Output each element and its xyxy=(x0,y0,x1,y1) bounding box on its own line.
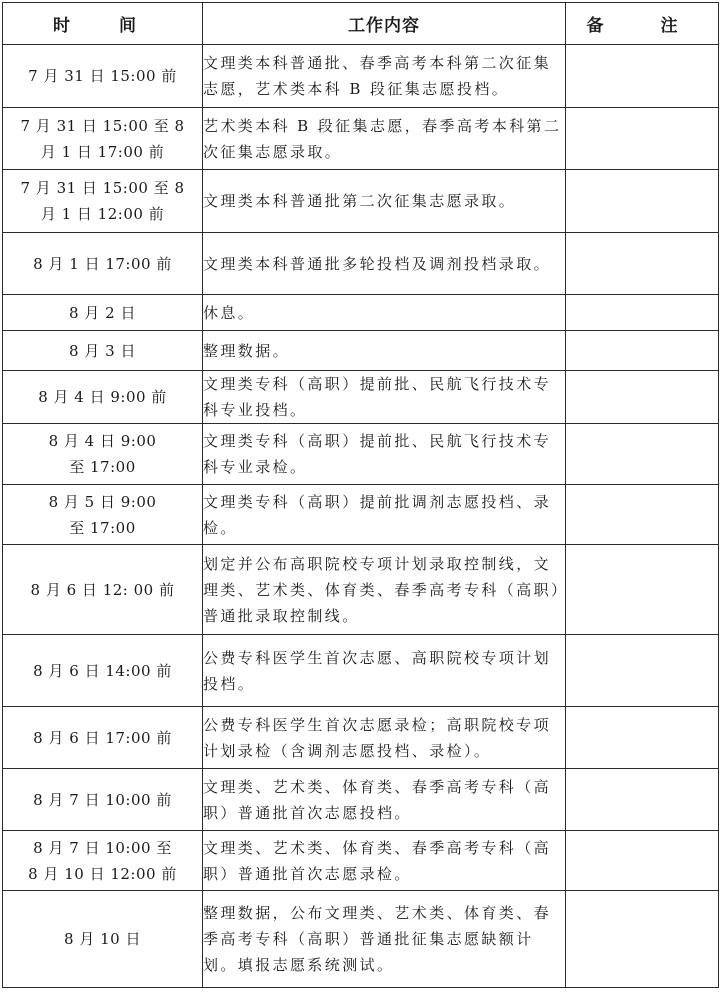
content-cell: 文理类本科普通批、春季高考本科第二次征集志愿，艺术类本科 B 段征集志愿投档。 xyxy=(203,45,566,108)
time-cell xyxy=(3,635,203,707)
content-cell: 公费专科医学生首次志愿、高职院校专项计划投档。 xyxy=(203,635,566,707)
note-cell xyxy=(566,371,719,424)
time-line: 7 月 31 日 15:00 至 8 xyxy=(20,179,185,197)
table-row xyxy=(3,233,719,295)
time-line: 8 月 4 日 9:00 xyxy=(48,432,157,450)
time-line: 8 月 10 日 12:00 前 xyxy=(28,864,177,883)
note-cell xyxy=(566,170,719,233)
content-cell: 文理类、艺术类、体育类、春季高考专科（高职）普通批首次志愿投档。 xyxy=(203,769,566,831)
time-line: 8 月 10 日 xyxy=(64,930,141,948)
time-line: 8 月 6 日 14:00 前 xyxy=(33,661,172,680)
note-cell xyxy=(566,545,719,635)
table-row xyxy=(3,108,719,170)
table-row xyxy=(3,707,719,769)
time-line: 7 月 31 日 15:00 前 xyxy=(28,67,177,85)
time-line: 8 月 6 日 17:00 前 xyxy=(33,728,172,747)
note-cell xyxy=(566,831,719,891)
time-cell xyxy=(3,424,203,485)
table-row xyxy=(3,891,719,988)
time-cell xyxy=(3,371,203,424)
table-row xyxy=(3,295,719,331)
time-line: 8 月 3 日 xyxy=(69,341,136,360)
table-row xyxy=(3,831,719,891)
note-cell xyxy=(566,485,719,545)
time-cell xyxy=(3,295,203,331)
table-row xyxy=(3,485,719,545)
content-cell: 艺术类本科 B 段征集志愿，春季高考本科第二次征集志愿录取。 xyxy=(203,108,566,170)
time-line: 7 月 31 日 15:00 至 8 xyxy=(20,116,185,135)
time-line: 8 月 6 日 12: 00 前 xyxy=(30,580,175,599)
time-cell xyxy=(3,891,203,988)
time-line: 8 月 7 日 10:00 前 xyxy=(33,790,172,809)
content-cell: 文理类本科普通批第二次征集志愿录取。 xyxy=(203,170,566,233)
note-cell xyxy=(566,108,719,170)
content-cell: 文理类专科（高职）提前批调剂志愿投档、录检。 xyxy=(203,485,566,545)
time-cell xyxy=(3,45,203,108)
table-row xyxy=(3,545,719,635)
time-cell xyxy=(3,485,203,545)
note-cell xyxy=(566,233,719,295)
time-cell xyxy=(3,331,203,371)
header-note: 备 注 xyxy=(566,3,719,45)
time-line: 至 17:00 xyxy=(69,458,136,476)
table-row xyxy=(3,769,719,831)
header-content: 工作内容 xyxy=(203,3,566,45)
header-row xyxy=(3,3,719,45)
time-line: 8 月 5 日 9:00 xyxy=(48,492,157,511)
note-cell xyxy=(566,707,719,769)
content-cell: 文理类专科（高职）提前批、民航飞行技术专科专业录检。 xyxy=(203,424,566,485)
note-cell xyxy=(566,295,719,331)
content-cell: 文理类专科（高职）提前批、民航飞行技术专科专业投档。 xyxy=(203,371,566,424)
note-cell xyxy=(566,891,719,988)
content-cell: 整理数据。 xyxy=(203,331,566,371)
content-cell: 文理类本科普通批多轮投档及调剂投档录取。 xyxy=(203,233,566,295)
note-cell xyxy=(566,45,719,108)
table-row xyxy=(3,45,719,108)
header-time: 时 间 xyxy=(3,3,203,45)
table-row xyxy=(3,635,719,707)
time-line: 8 月 4 日 9:00 前 xyxy=(38,388,167,406)
time-line: 8 月 1 日 17:00 前 xyxy=(33,254,172,273)
content-cell: 划定并公布高职院校专项计划录取控制线，文理类、艺术类、体育类、春季高考专科（高职）普通批录取控制线。 xyxy=(203,545,566,635)
content-cell: 文理类、艺术类、体育类、春季高考专科（高职）普通批首次志愿录检。 xyxy=(203,831,566,891)
content-cell: 公费专科医学生首次志愿录检；高职院校专项计划录检（含调剂志愿投档、录检）。 xyxy=(203,707,566,769)
time-line: 至 17:00 xyxy=(69,518,136,537)
table-row xyxy=(3,424,719,485)
time-line: 月 1 日 12:00 前 xyxy=(40,205,165,223)
note-cell xyxy=(566,424,719,485)
note-cell xyxy=(566,331,719,371)
time-cell xyxy=(3,170,203,233)
note-cell xyxy=(566,635,719,707)
time-cell xyxy=(3,769,203,831)
table-row xyxy=(3,331,719,371)
schedule-table xyxy=(2,2,719,988)
time-cell xyxy=(3,108,203,170)
time-cell xyxy=(3,545,203,635)
time-line: 8 月 7 日 10:00 至 xyxy=(33,838,172,857)
time-line: 月 1 日 17:00 前 xyxy=(40,142,165,161)
time-cell xyxy=(3,707,203,769)
table-row xyxy=(3,170,719,233)
time-cell xyxy=(3,233,203,295)
time-cell xyxy=(3,831,203,891)
time-line: 8 月 2 日 xyxy=(69,303,136,322)
content-cell: 休息。 xyxy=(203,295,566,331)
content-cell: 整理数据，公布文理类、艺术类、体育类、春季高考专科（高职）普通批征集志愿缺额计划。填报志愿系统测试。 xyxy=(203,891,566,988)
note-cell xyxy=(566,769,719,831)
table-row xyxy=(3,371,719,424)
